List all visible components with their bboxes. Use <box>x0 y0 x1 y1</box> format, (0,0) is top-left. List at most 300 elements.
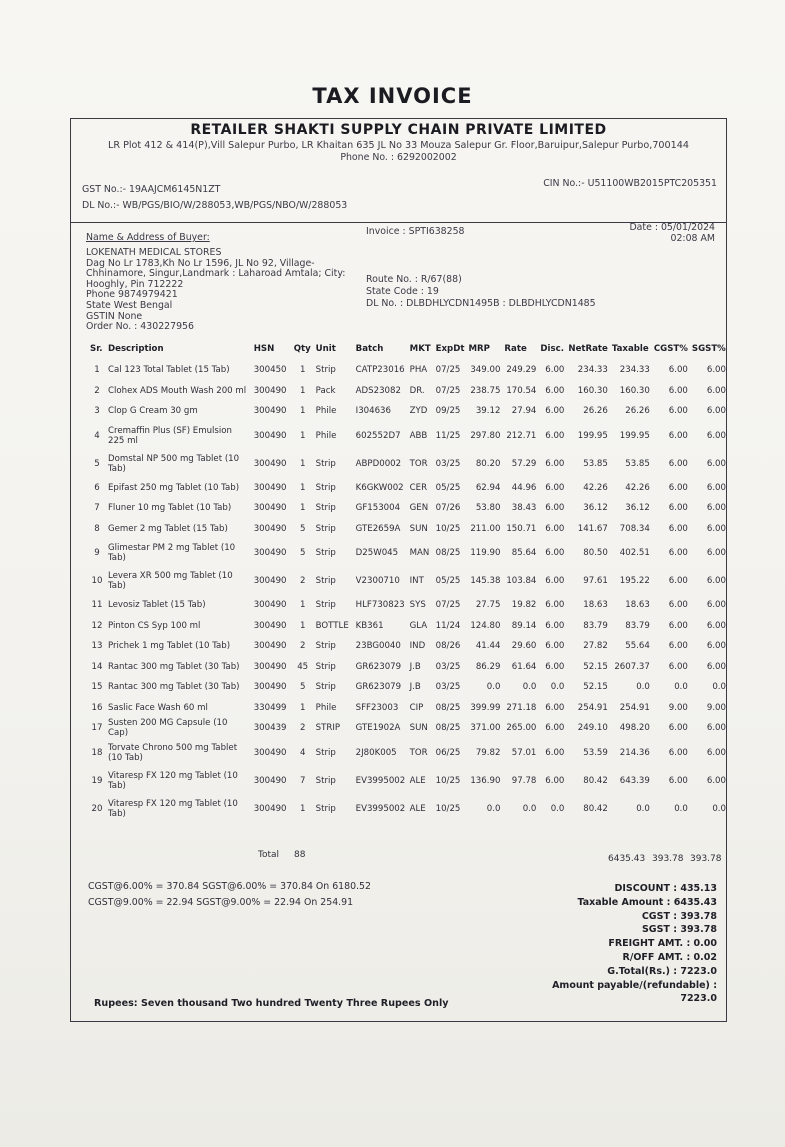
cell-taxable: 18.63 <box>625 600 650 611</box>
cell-netrate: 26.26 <box>583 406 608 417</box>
header-taxable: Taxable <box>611 344 649 354</box>
cell-sgst: 6.00 <box>706 775 726 786</box>
cell-disc: 6.00 <box>545 503 565 514</box>
table-row <box>88 698 728 719</box>
cell-qty: 1 <box>299 482 306 493</box>
buyer-dl-number: DL No. : DLBDHLYCDN1495B : DLBDHLYCDN1485 <box>366 298 596 309</box>
cell-sgst: 6.00 <box>706 406 726 417</box>
cell-cgst: 6.00 <box>668 723 688 734</box>
cell-rate: 170.54 <box>506 385 537 396</box>
cell-mrp: 0.0 <box>486 803 501 814</box>
cell-cgst: 6.00 <box>668 385 688 396</box>
cell-batch: ADS23082 <box>355 385 401 396</box>
cell-netrate: 53.59 <box>583 747 608 758</box>
cell-taxable: 199.95 <box>619 430 650 441</box>
cell-disc: 6.00 <box>545 702 565 713</box>
cell-sgst: 6.00 <box>706 661 726 672</box>
cell-netrate: 80.42 <box>583 803 608 814</box>
cell-cgst: 6.00 <box>668 661 688 672</box>
cell-mkt: IND <box>409 641 426 652</box>
cell-unit: Phile <box>315 406 337 417</box>
cell-sgst: 9.00 <box>706 702 726 713</box>
cell-expdt: 07/25 <box>435 600 461 611</box>
cell-taxable: 214.36 <box>619 747 650 758</box>
cell-taxable: 83.79 <box>625 620 650 631</box>
cell-qty: 1 <box>299 365 306 376</box>
buyer-address-line: Dag No Lr 1783,Kh No Lr 1596, JL No 92, Village- <box>86 257 315 269</box>
summary-block <box>552 882 717 1006</box>
header-divider <box>70 222 727 223</box>
cell-sgst: 6.00 <box>706 503 726 514</box>
cell-mrp: 62.94 <box>475 482 501 493</box>
cell-expdt: 03/25 <box>435 661 461 672</box>
cell-netrate: 27.82 <box>583 641 608 652</box>
cell-rate: 265.00 <box>506 723 537 734</box>
cell-taxable: 0.0 <box>636 803 650 814</box>
cell-sgst: 6.00 <box>706 385 726 396</box>
dl-number: DL No.:- WB/PGS/BIO/W/288053,WB/PGS/NBO/W/288053 <box>82 200 348 211</box>
cell-rate: 271.18 <box>506 702 537 713</box>
cell-rate: 103.84 <box>506 576 537 586</box>
cell-disc: 6.00 <box>545 458 565 469</box>
cell-description: Rantac 300 mg Tablet (30 Tab) <box>107 661 240 672</box>
cell-mrp: 79.82 <box>475 747 501 758</box>
cell-mkt: GEN <box>409 503 429 514</box>
cell-hsn: 300490 <box>253 620 287 631</box>
cell-cgst: 6.00 <box>668 430 688 441</box>
cell-sr: 10 <box>91 576 103 586</box>
header-mrp: MRP <box>468 344 490 354</box>
table-row <box>88 595 728 616</box>
cell-qty: 5 <box>299 523 306 534</box>
buyer-address-line: Hooghly, Pin 712222 <box>86 278 184 290</box>
cell-disc: 6.00 <box>545 620 565 631</box>
cell-taxable: 254.91 <box>619 702 650 713</box>
cell-sr: 20 <box>91 803 103 814</box>
cell-sgst: 6.00 <box>706 641 726 652</box>
tax-line-9: CGST@9.00% = 22.94 SGST@9.00% = 22.94 On 254.91 <box>88 897 354 908</box>
cell-disc: 6.00 <box>545 576 565 586</box>
cell-rate: 0.0 <box>522 682 537 693</box>
cell-mrp: 86.29 <box>475 661 501 672</box>
cell-unit: Strip <box>315 641 336 652</box>
table-row <box>88 539 728 567</box>
items-table <box>88 344 728 823</box>
table-row <box>88 360 728 381</box>
cell-mrp: 136.90 <box>470 775 501 786</box>
table-header-row <box>88 344 728 360</box>
cell-disc: 6.00 <box>545 775 565 786</box>
cell-expdt: 10/25 <box>435 523 461 534</box>
cell-batch: HLF730823 <box>355 600 405 611</box>
table-body <box>88 360 728 823</box>
cell-sgst: 6.00 <box>706 747 726 758</box>
header-cgst: CGST% <box>653 344 688 354</box>
cell-description: Glimestar PM 2 mg Tablet (10 Tab) <box>107 543 236 563</box>
cell-disc: 6.00 <box>545 430 565 441</box>
cell-mrp: 80.20 <box>475 458 501 469</box>
cell-unit: Strip <box>315 661 336 672</box>
cell-mkt: CER <box>409 482 428 493</box>
cell-unit: BOTTLE <box>315 620 349 631</box>
header-expdt: ExpDt <box>435 344 465 354</box>
cell-qty: 45 <box>297 661 309 672</box>
buyer-address-line: LOKENATH MEDICAL STORES <box>86 247 222 258</box>
cell-qty: 1 <box>299 406 306 417</box>
cell-disc: 0.0 <box>550 682 565 693</box>
cell-netrate: 80.42 <box>583 775 608 786</box>
cell-sgst: 0.0 <box>712 682 726 693</box>
cell-netrate: 36.12 <box>583 503 608 514</box>
cell-sgst: 6.00 <box>706 723 726 734</box>
cell-cgst: 6.00 <box>668 576 688 586</box>
cell-disc: 6.00 <box>545 385 565 396</box>
cell-netrate: 80.50 <box>583 548 608 558</box>
cell-sr: 18 <box>91 747 103 758</box>
cell-mrp: 119.90 <box>470 548 501 558</box>
cell-rate: 85.64 <box>511 548 537 558</box>
cell-sr: 17 <box>91 723 103 734</box>
cell-qty: 1 <box>299 430 306 441</box>
cell-batch: K6GKW002 <box>355 482 404 493</box>
cell-mrp: 211.00 <box>470 523 501 534</box>
route-number: Route No. : R/67(88) <box>366 274 462 285</box>
cell-sr: 15 <box>91 682 103 693</box>
cell-taxable: 42.26 <box>625 482 650 493</box>
table-row <box>88 401 728 422</box>
invoice-time: 02:08 AM <box>670 233 715 244</box>
cell-netrate: 52.15 <box>583 661 608 672</box>
cell-batch: EV3995002 <box>355 775 406 786</box>
cell-netrate: 249.10 <box>577 723 608 734</box>
cell-expdt: 03/25 <box>435 458 461 469</box>
cell-description: Levosiz Tablet (15 Tab) <box>107 600 206 611</box>
cell-unit: Phile <box>315 430 337 441</box>
cell-batch: 602552D7 <box>355 430 401 441</box>
buyer-address-line: State West Bengal <box>86 300 173 311</box>
cell-description: Levera XR 500 mg Tablet (10 Tab) <box>107 571 233 591</box>
cell-cgst: 6.00 <box>668 548 688 558</box>
cell-mrp: 41.44 <box>475 641 501 652</box>
cgst-amount: CGST : 393.78 <box>641 910 717 922</box>
cell-rate: 249.29 <box>506 365 537 376</box>
cell-sr: 1 <box>94 365 100 376</box>
total-cgst: 393.78 <box>652 854 684 864</box>
cell-sr: 3 <box>94 406 100 417</box>
cell-expdt: 07/26 <box>435 503 461 514</box>
gst-number: GST No.:- 19AAJCM6145N1ZT <box>82 184 221 195</box>
cell-rate: 29.60 <box>511 641 537 652</box>
cell-mrp: 238.75 <box>470 385 501 396</box>
cell-mrp: 145.38 <box>470 576 501 586</box>
cell-batch: KB361 <box>355 620 384 631</box>
cell-cgst: 6.00 <box>668 365 688 376</box>
cell-netrate: 234.33 <box>577 365 608 376</box>
cell-cgst: 6.00 <box>668 641 688 652</box>
cell-sr: 8 <box>94 523 100 534</box>
cell-batch: GTE1902A <box>355 723 401 734</box>
cell-hsn: 300490 <box>253 458 287 469</box>
cell-batch: GTE2659A <box>355 523 401 534</box>
cell-unit: Phile <box>315 702 337 713</box>
cell-hsn: 330499 <box>253 702 287 713</box>
cell-hsn: 300490 <box>253 430 287 441</box>
cell-qty: 5 <box>299 548 306 558</box>
total-sgst: 393.78 <box>690 854 722 864</box>
cell-hsn: 300490 <box>253 482 287 493</box>
cell-cgst: 0.0 <box>674 803 688 814</box>
cell-sr: 13 <box>91 641 103 652</box>
cell-rate: 19.82 <box>511 600 537 611</box>
cell-mrp: 349.00 <box>470 365 501 376</box>
cell-netrate: 97.61 <box>583 576 608 586</box>
cell-mrp: 124.80 <box>470 620 501 631</box>
buyer-address-line: GSTIN None <box>86 310 143 322</box>
cell-batch: EV3995002 <box>355 803 406 814</box>
buyer-address-line: Order No. : 430227956 <box>86 321 194 333</box>
cell-rate: 150.71 <box>506 523 537 534</box>
table-row <box>88 422 728 450</box>
cell-netrate: 254.91 <box>577 702 608 713</box>
cell-mrp: 39.12 <box>475 406 501 417</box>
invoice-date: Date : 05/01/2024 <box>629 222 715 233</box>
cell-disc: 6.00 <box>545 641 565 652</box>
cell-batch: ABPD0002 <box>355 458 402 469</box>
cell-hsn: 300490 <box>253 682 287 693</box>
cell-batch: D25W045 <box>355 548 399 558</box>
cell-hsn: 300490 <box>253 406 287 417</box>
header-qty: Qty <box>293 344 311 354</box>
header-sr: Sr. <box>90 344 103 354</box>
table-row <box>88 519 728 540</box>
cell-sr: 19 <box>91 775 103 786</box>
taxable-amount: Taxable Amount : 6435.43 <box>577 896 717 908</box>
cell-disc: 6.00 <box>545 482 565 493</box>
amount-payable-value: 7223.0 <box>680 993 717 1005</box>
cell-description: Torvate Chrono 500 mg Tablet (10 Tab) <box>107 742 238 763</box>
cell-expdt: 05/25 <box>435 482 461 493</box>
cell-expdt: 08/26 <box>435 641 461 652</box>
cell-hsn: 300450 <box>253 365 287 376</box>
cell-sr: 2 <box>94 385 100 396</box>
cell-description: Clohex ADS Mouth Wash 200 ml <box>107 385 247 396</box>
cell-mkt: ALE <box>409 803 426 814</box>
freight-amount: FREIGHT AMT. : 0.00 <box>608 938 717 950</box>
cell-netrate: 42.26 <box>583 482 608 493</box>
cell-mrp: 297.80 <box>470 430 501 441</box>
cell-taxable: 0.0 <box>636 682 650 693</box>
cell-hsn: 300490 <box>253 548 287 558</box>
cell-unit: Strip <box>315 803 336 814</box>
cin-number: CIN No.:- U51100WB2015PTC205351 <box>543 178 717 189</box>
company-phone: Phone No. : 6292002002 <box>340 152 457 163</box>
cell-mkt: PHA <box>409 365 428 376</box>
cell-disc: 0.0 <box>550 803 565 814</box>
cell-mkt: SUN <box>409 523 428 534</box>
invoice-number: Invoice : SPTI638258 <box>366 226 465 237</box>
header-unit: Unit <box>315 344 336 354</box>
cell-unit: Strip <box>315 503 336 514</box>
total-taxable: 6435.43 <box>608 854 646 864</box>
cell-hsn: 300490 <box>253 576 287 586</box>
table-row <box>88 567 728 595</box>
cell-mkt: ZYD <box>409 406 428 417</box>
table-row <box>88 381 728 402</box>
table-row <box>88 767 728 795</box>
cell-rate: 27.94 <box>511 406 537 417</box>
header-mkt: MKT <box>409 344 431 354</box>
cell-taxable: 2607.37 <box>614 661 650 672</box>
cell-mkt: CIP <box>409 702 424 713</box>
buyer-address-line: Chhinamore, Singur,Landmark : Laharoad Amtala; City: <box>86 268 346 280</box>
table-row <box>88 677 728 698</box>
cell-batch: GR623079 <box>355 682 402 693</box>
cell-sr: 4 <box>94 430 100 441</box>
cell-taxable: 643.39 <box>619 775 650 786</box>
cell-qty: 1 <box>299 503 306 514</box>
cell-mkt: TOR <box>409 458 428 469</box>
cell-netrate: 52.15 <box>583 682 608 693</box>
cell-mkt: INT <box>409 576 424 586</box>
cell-hsn: 300490 <box>253 523 287 534</box>
cell-taxable: 234.33 <box>619 365 650 376</box>
cell-batch: I304636 <box>355 406 391 417</box>
cell-cgst: 6.00 <box>668 620 688 631</box>
cell-taxable: 53.85 <box>625 458 650 469</box>
cell-description: Cal 123 Total Tablet (15 Tab) <box>107 365 230 376</box>
cell-description: Vitaresp FX 120 mg Tablet (10 Tab) <box>107 798 238 819</box>
cell-hsn: 300490 <box>253 803 287 814</box>
cell-batch: 2J80K005 <box>355 747 397 758</box>
cell-description: Gemer 2 mg Tablet (15 Tab) <box>107 523 228 534</box>
cell-taxable: 26.26 <box>625 406 650 417</box>
cell-mkt: SYS <box>409 600 426 611</box>
cell-expdt: 06/25 <box>435 747 461 758</box>
header-hsn: HSN <box>253 344 275 354</box>
cell-cgst: 6.00 <box>668 482 688 493</box>
cell-cgst: 6.00 <box>668 747 688 758</box>
cell-rate: 57.29 <box>511 458 537 469</box>
cell-sr: 9 <box>94 548 100 558</box>
cell-qty: 1 <box>299 803 306 814</box>
cell-description: Prichek 1 mg Tablet (10 Tab) <box>107 641 231 652</box>
cell-unit: Strip <box>315 548 336 558</box>
cell-cgst: 0.0 <box>674 682 688 693</box>
cell-unit: Strip <box>315 682 336 693</box>
cell-sgst: 6.00 <box>706 576 726 586</box>
cell-mkt: TOR <box>409 747 428 758</box>
cell-unit: Strip <box>315 482 336 493</box>
cell-netrate: 141.67 <box>577 523 608 534</box>
company-address: LR Plot 412 & 414(P),Vill Salepur Purbo, LR Khaitan 635 JL No 33 Mouza Salepur Gr. Floor,Baruipur,Salepur Purbo,700144 <box>108 140 689 151</box>
cell-sr: 11 <box>91 600 103 611</box>
cell-expdt: 07/25 <box>435 365 461 376</box>
cell-rate: 38.43 <box>511 503 537 514</box>
cell-expdt: 11/24 <box>435 620 461 631</box>
cell-taxable: 708.34 <box>619 523 650 534</box>
cell-hsn: 300490 <box>253 503 287 514</box>
cell-expdt: 08/25 <box>435 548 461 558</box>
cell-hsn: 300490 <box>253 600 287 611</box>
cell-mrp: 27.75 <box>475 600 501 611</box>
cell-cgst: 6.00 <box>668 503 688 514</box>
cell-expdt: 03/25 <box>435 682 461 693</box>
cell-mkt: GLA <box>409 620 428 631</box>
cell-mrp: 53.80 <box>475 503 501 514</box>
cell-taxable: 195.22 <box>619 576 650 586</box>
cell-taxable: 36.12 <box>625 503 650 514</box>
cell-hsn: 300490 <box>253 775 287 786</box>
header-sgst: SGST% <box>691 344 726 354</box>
state-code: State Code : 19 <box>366 286 439 297</box>
cell-description: Clop G Cream 30 gm <box>107 406 198 417</box>
header-batch: Batch <box>355 344 384 354</box>
cell-rate: 57.01 <box>511 747 537 758</box>
cell-sgst: 6.00 <box>706 600 726 611</box>
discount: DISCOUNT : 435.13 <box>614 883 717 894</box>
cell-unit: Strip <box>315 458 336 469</box>
cell-hsn: 300490 <box>253 747 287 758</box>
cell-expdt: 10/25 <box>435 803 461 814</box>
cell-batch: SFF23003 <box>355 702 399 713</box>
cell-mkt: ABB <box>409 430 428 441</box>
cell-disc: 6.00 <box>545 523 565 534</box>
cell-sgst: 6.00 <box>706 458 726 469</box>
cell-description: Susten 200 MG Capsule (10 Cap) <box>107 718 228 739</box>
cell-batch: CATP23016 <box>355 365 405 376</box>
cell-disc: 6.00 <box>545 747 565 758</box>
cell-netrate: 18.63 <box>583 600 608 611</box>
cell-rate: 89.14 <box>511 620 537 631</box>
table-row <box>88 657 728 678</box>
cell-expdt: 05/25 <box>435 576 461 586</box>
cell-unit: Strip <box>315 600 336 611</box>
cell-disc: 6.00 <box>545 600 565 611</box>
cell-qty: 1 <box>299 458 306 469</box>
cell-disc: 6.00 <box>545 548 565 558</box>
table-row <box>88 478 728 499</box>
cell-qty: 7 <box>299 775 306 786</box>
header-description: Description <box>107 344 164 354</box>
cell-rate: 61.64 <box>511 661 537 672</box>
cell-expdt: 08/25 <box>435 702 461 713</box>
cell-hsn: 300490 <box>253 661 287 672</box>
cell-mkt: J.B <box>409 661 421 672</box>
cell-mrp: 0.0 <box>486 682 501 693</box>
cell-sr: 6 <box>94 482 100 493</box>
header-netrate: NetRate <box>568 344 608 354</box>
cell-batch: V2300710 <box>355 576 400 586</box>
table-row <box>88 498 728 519</box>
cell-sgst: 6.00 <box>706 620 726 631</box>
cell-mkt: DR. <box>409 385 425 396</box>
cell-sr: 7 <box>94 503 100 514</box>
cell-sgst: 6.00 <box>706 365 726 376</box>
tax-line-6: CGST@6.00% = 370.84 SGST@6.00% = 370.84 On 6180.52 <box>88 881 371 892</box>
cell-qty: 2 <box>299 723 306 734</box>
cell-cgst: 9.00 <box>668 702 688 713</box>
cell-sgst: 6.00 <box>706 430 726 441</box>
cell-disc: 6.00 <box>545 661 565 672</box>
cell-expdt: 08/25 <box>435 723 461 734</box>
cell-expdt: 07/25 <box>435 385 461 396</box>
cell-expdt: 09/25 <box>435 406 461 417</box>
cell-rate: 212.71 <box>506 430 537 441</box>
buyer-heading: Name & Address of Buyer: <box>86 232 210 243</box>
cell-sgst: 0.0 <box>712 803 726 814</box>
cell-description: Rantac 300 mg Tablet (30 Tab) <box>107 682 240 693</box>
amount-payable-label: Amount payable/(refundable) : <box>552 979 717 991</box>
